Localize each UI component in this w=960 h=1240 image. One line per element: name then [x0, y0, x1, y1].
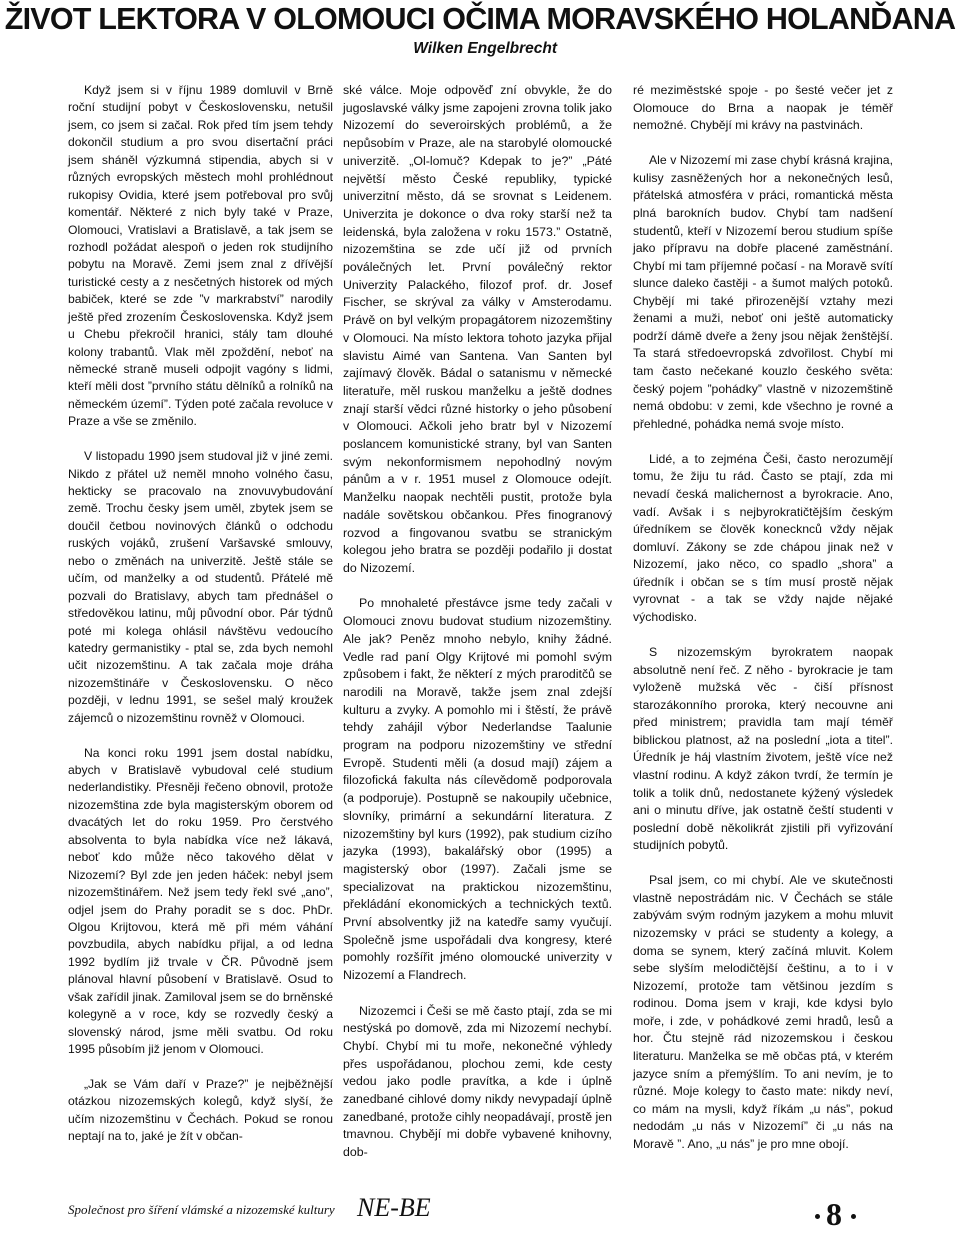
paragraph: Nizozemci i Češi se mě často ptají, zda se mi nestýská po domově, zda mi Nizozemí nechybí. Chybí. Chybí mi tu moře, nekonečné výhledy přes uspořádanou, plochou zemi, kde cesty vedou jako podle pravítka, a kde i úplně zanedbané cihlové domy nikdy nevypadají úplně zanedbané, protože cihly neopadávají, prostě jen tmavnou. Chybějí mi dobře vybavené knihovny, dob-	[343, 1003, 613, 1160]
text-column-3	[633, 82, 893, 1171]
text-column-2	[343, 82, 612, 1180]
bullet-dot-icon	[851, 1214, 856, 1219]
text-column-1	[68, 82, 333, 1163]
paragraph: Lidé, a to zejména Češi, často nerozumějí tomu, že žiju tu rád. Často se ptají, zda mi nevadí česká malichernost a byrokracie. Ano, vadí. Avšak i s nejbyrokratičtějším českým úředníkem se člověk konecknců vždy nějak domluví. Zákony se zde chápou jinak než v Nizozemí, jako něco, co spadlo „shora” a úředník i občan se s tím musí prostě nějak vyrovnat - a tak se vždy najde nějaké východisko.	[633, 451, 893, 624]
paragraph: Když jsem si v říjnu 1989 domluvil v Brně roční studijní pobyt v Československu, netušil jsem, co jsem si začal. Rok před tím jsem tehdy dokončil studium a pro svou disertační práci jsem sháněl výzkumná stipendia, abych si v různých evropských městech mohl prohlédnout rukopisy Ovidia, které jsem potřeboval pro svůj komentář. Některé z nich byly také v Praze, Olomouci, Vratislavi a Bratislavě, a tak jsem se rozhodl požádat alespoň o jeden rok studijního pobytu na Moravě. Zemi jsem znal z dřívější turistické cesty a z nesčetných historek od mých babiček, které se zde ”v markrabství” narodily ještě před zrozením Československa. Když jsem u Chebu překročil hranici, stály tam dlouhé kolony trabantů. Vlak měl zpoždění, neboť na německé straně museli odpojit vagóny s lidmi, kteří měli dost ”prvního státu dělníků a rolníků na německém území”. Týden poté začala revoluce v Praze a vše se změnilo.	[68, 83, 333, 429]
paragraph: ré meziměstské spoje - po šesté večer jet z Olomouce do Brna a naopak je téměř nemožné. Chybějí mi krávy na pastvinách.	[633, 83, 893, 133]
paragraph: ské válce. Moje odpověď zní obvykle, že do jugoslavské války jsme zapojeni zrovna tolik jako Nizozemí do severoirských problémů, a že nepůsobím v Praze, ale na starobylé olomoucké univerzitě. „Ol-lomuč? Kdepak to je?” „Páté největší město České republiky, typické univerzitní město, dá se srovnat s Leidenem. Univerzita je dokonce o dva roky starší než ta leidenská, byla založena v roku 1573.” Ostatně, nizozemština se zde učí již od prvních poválečných let. První poválečný rektor Univerzity Palackého, filozof prof. dr. Josef Fischer, se skrýval za války v Amsterodamu. Právě on byl velkým propagátorem nizozemštiny v Olomouci. Na místo lektora tohoto jazyka přijal slavistu Aimé van Santena. Van Santen byl zajímavý člověk. Bádal o satanismu v německé literatuře, měl ruskou manželku a ještě dodnes znají starší vědci různé historky o jeho působení v Olomouci. Ačkoli jeho bratr byl v Nizozemí poslancem komunistické strany, byl van Santen svým nekonformismem nepohodlný novým pánům a v r. 1951 musel z Olomouce odejít. Manželku naopak nechtěli pustit, protože byla nadále sovětskou občankou. Přes finogranový rozvod a fingovanou svatbu se stranickým kolegou jeho bratra se později podařilo ji dostat do Nizozemí.	[343, 83, 612, 575]
paragraph: Po mnohaleté přestávce jsme tedy začali v Olomouci znovu budovat studium nizozemštiny. Ale jak? Peněz mnoho nebylo, knihy žádné. Vedle rad paní Olgy Krijtové mi pomohl svým způsobem i fakt, že některí z mých praroditčů se narodili na Moravě, takže jsem znal zdejší kulturu a zvyky. A pomohlo mi i štěstí, že právě tehdy zahájil výbor Nederlandse Taalunie program na podporu nizozemštiny ve střední Evropě. Studenti měli (a dosud mají) zájem a filozofická fakulta nás cílevědomě podporovala (a podporuje). Postupně se nakoupily učebnice, slovníky, primární a sekundární literatura. Z nizozemštiny byl kurs (1992), pak studium cizího jazyka (1993), bakalářský obor (1995) a magisterský obor (1997). Začali jsme se specializovat na praktickou nizozemštinu, překládání ekonomických a technických textů. První absolventky již na katedře samy vyučují. Společně jsme uspořádali dva kongresy, které pomohly rozšířit jméno olomoucké univerzity v Nizozemí a Flandrech.	[343, 596, 612, 983]
article-author: Wilken Engelbrecht	[413, 40, 557, 57]
footer-society-name: Společnost pro šíření vlámské a nizozemské kultury	[68, 1202, 335, 1217]
paragraph: „Jak se Vám daří v Praze?” je nejběžnější otázkou nizozemských kolegů, když slyší, že učím nizozemštinu v Čechách. Pokud se ronou neptají na to, jaké je žít v občan-	[68, 1076, 333, 1144]
article-title: ŽIVOT LEKTORA V OLOMOUCI OČIMA MORAVSKÉHO HOLANĎANA	[4, 2, 956, 36]
paragraph: Ale v Nizozemí mi zase chybí krásná krajina, kulisy zasněžených hor a nekonečných lesů, přátelská atmosféra v práci, romantická města plná barokních budov. Chybí tam nadšení studentů, kteří v Nizozemí berou studium spíše jako přípravu na dobře placené zaměstnání. Chybí mi tam příjemné počasí - na Moravě svítí slunce daleko častěji - a šumot malých potoků. Chybějí mi také přirozenější vztahy mezi ženami a muži, neboť oni ještě automaticky podrží dámě dveře a ženy jsou nějak ženštější. Ta stará středoevropská zdvořilost. Chybí mi tam často nečekané kouzlo českého světa: český pojem ”pohádky” vlastně v nizozemštině nemá obdobu: v zemi, kde všechno je rovné a přehledné, pohádka nemá svoje místo.	[633, 153, 893, 431]
page-number: 8	[826, 1196, 842, 1232]
paragraph: Na konci roku 1991 jsem dostal nabídku, abych v Bratislavě vybudoval celé studium nederlandistiky. Přesněji řečeno obnovil, protože nizozemština zde byla magisterským oborem od dvacátých let do roku 1959. Pro čerstvého absolventa to byla nabídka více než lákavá, neboť kdo může něco takového dělat v Nizozemí? Byl zde jen jeden háček: nebyl jsem nizozemštinářem. Než jsem tedy řekl své „ano”, odjel jsem do Prahy poradit se s doc. PhDr. Olgou Krijtovou, která mě při mém váhání povzbudila, abych nabídku přijal, a od ledna 1992 bydlím již trvale v ČR. Původně jsem plánoval hlavní působení v Bratislavě. Osud to však zařídil jinak. Zamiloval jsem se do brněnské kolegyně a v roce, kdy se rozvedly český a slovenský národ, jsme měli svatbu. Od roku 1995 působím již jenom v Olomouci.	[68, 745, 333, 1057]
footer-brand-logo: NE-BE	[357, 1193, 431, 1222]
paragraph: V listopadu 1990 jsem studoval již v jiné zemi. Nikdo z přátel už neměl mnoho volného času, hekticky se pracovalo na znovuvybudování země. Trochu česky jsem uměl, zbytek jsem se doučil četbou novinových článků o odchodu ruských vojáků, zrušení Varšavské smlouvy, nebo o změnách na univerzitě. Ještě stále se učím, od manželky a od studentů. Přátelé mě pozvali do Bratislavy, abych tam přednášel o středověkou latinu, můj původní obor. Pár týdnů poté mi kolega ohlásil návštěvu vedoucího katedry germanistiky - ptal se, zda bych nemohl učit nizozemštinu. A tak začala moje dráha nizozemštináře v Československu. O něco později, v lednu 1991, se sešel malý kroužek zájemců o nizozemštinu rovněž v Olomouci.	[68, 449, 333, 725]
paragraph: Psal jsem, co mi chybí. Ale ve skutečnosti vlastně nepostrádám nic. V Čechách se stále zabývám svým rodným jazykem a mohu mluvit nizozemsky v práci se studenty a kolegy, a doma se synem, který začíná mluvit. Kolem sebe slyším melodičtější češtinu, a to i v Nizozemí, protože tam většinou jezdím s rodinou. Doma jsem v kraji, kde kdysi bylo moře, i zde, v pohádkové zemi hradů, lesů a hor. Čtu stejně rád nizozemskou i českou literaturu. Manželka se mě občas ptá, v kterém jazyce sním a přemýšlím. To ani nevím, je to různé. Moje kolegy to často mate: nikdy neví, co mám na mysli, když říkám „u nás”, pokud nedodám „u nás v Nizozemí” či „u nás na Moravě ”. Ano, „u nás” je pro mne obojí.	[633, 873, 893, 1151]
paragraph: S nizozemským byrokratem naopak absolutně není řeč. Z něho - byrokracie je tam vyloženě mužská věc - čiší přísnost starozákonního proroka, který necouvne ani před ministrem; pravidla tam mají téměř biblickou platnost, až na poslední „iota a titel”. Úředník je háj vlastním životem, ještě více než vlastní rodinu. A když zákon tvrdí, že termín je tolik a tolik dnů, nedostanete kýžený výsledek ani o minutu dříve, jak ostatně čeští studenti v poslední době několikrát zjistili při vyřizování studijních pobytů.	[633, 645, 893, 853]
